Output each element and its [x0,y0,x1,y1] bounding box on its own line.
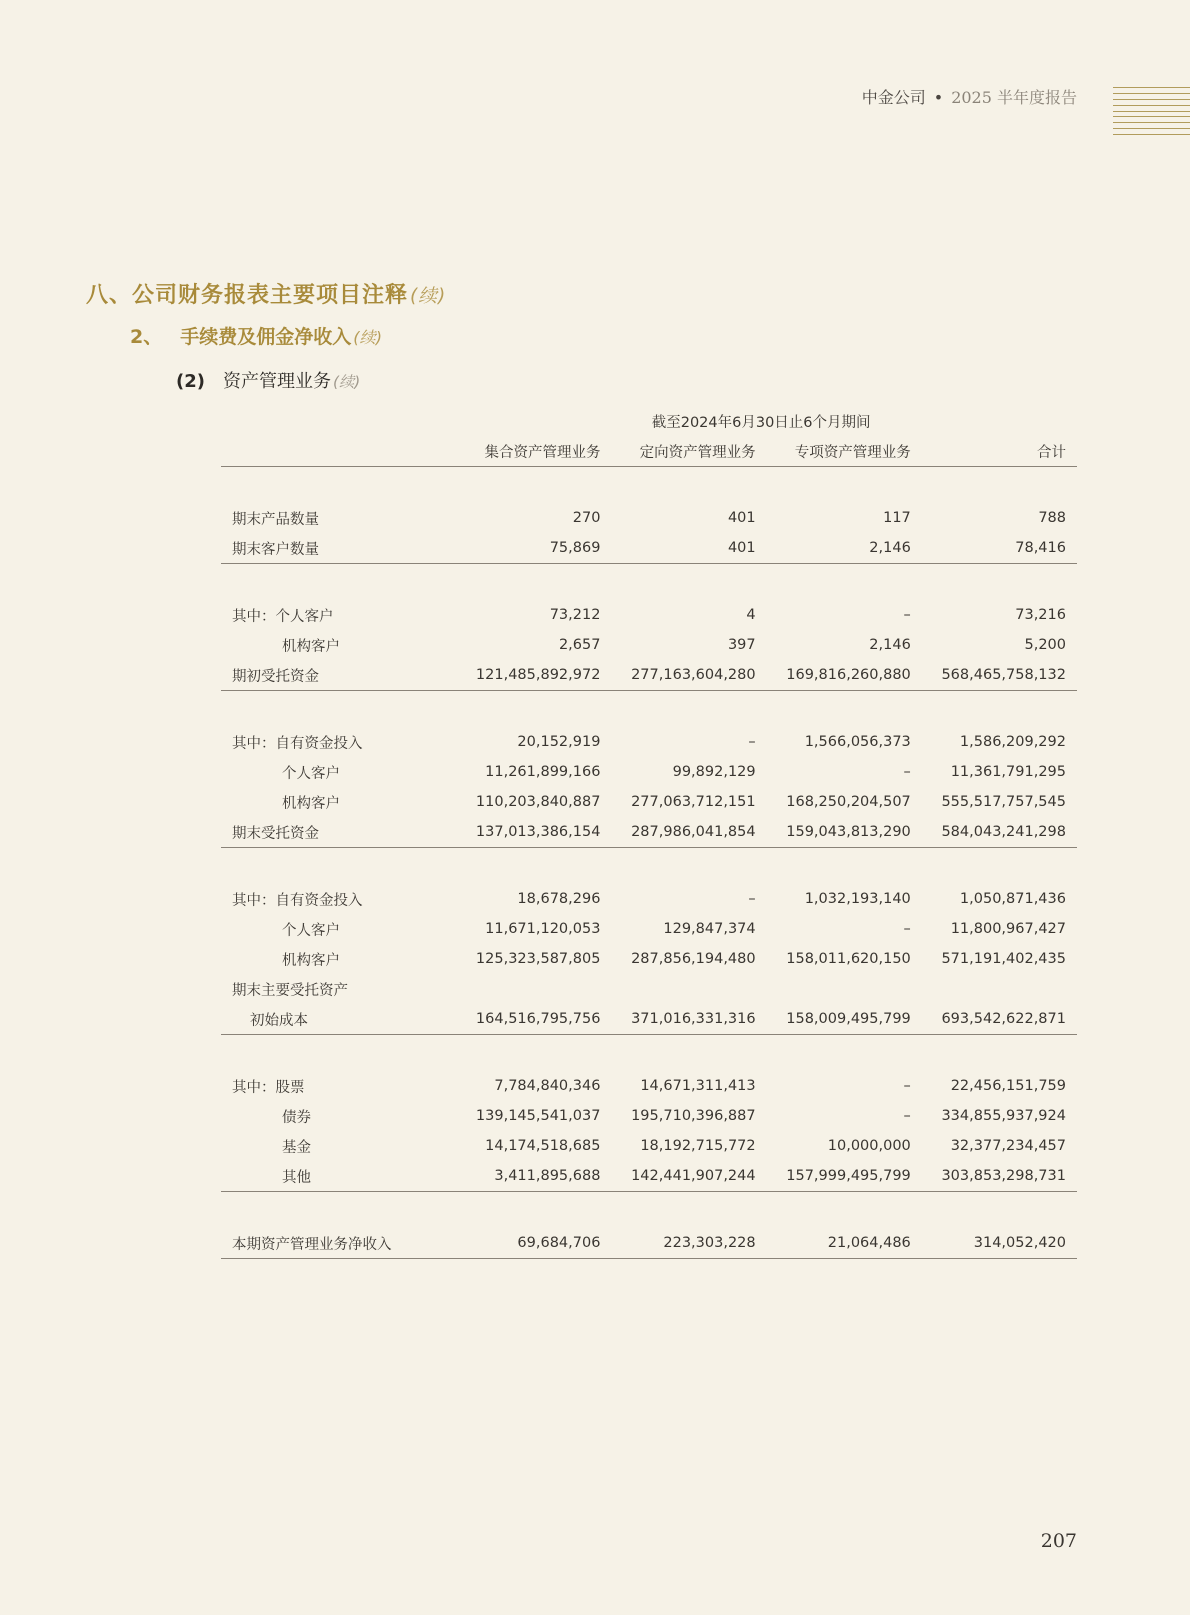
row-label: 期末受托资金 [221,817,445,848]
page-number: 207 [1040,1530,1077,1552]
table-row [221,884,1077,914]
column-header: 专项资产管理业务 [756,436,911,467]
cell-value: 371,016,331,316 [600,1004,755,1035]
cell-value: 2,657 [558,637,601,653]
cell-value: 18,678,296 [517,891,601,907]
table-row [221,944,1077,974]
cell-value: 397 [727,637,756,653]
cell-value: 334,855,937,924 [941,1108,1066,1124]
header-separator: • [933,88,944,107]
cell-value: 125,323,587,805 [475,951,601,967]
row-label: 本期资产管理业务净收入 [221,1228,445,1259]
cell-value: 18,192,715,772 [640,1138,756,1154]
cell-value: 21,064,486 [756,1228,911,1259]
cell-value: 1,032,193,140 [804,891,911,907]
table-row [221,533,1077,564]
row-label: 其中：股票 [232,1079,305,1096]
report-title: 2025 半年度报告 [951,88,1077,107]
cell-value: 78,416 [911,533,1077,564]
cell-value: 117 [883,510,911,526]
cell-value: 401 [727,510,756,526]
sub-subsection-heading [176,367,360,393]
cell-value: 73,212 [549,607,601,623]
cell-value: 277,163,604,280 [600,660,755,691]
continued-mark: (续) [353,328,382,347]
cell-value: – [903,1078,911,1094]
cell-value: 584,043,241,298 [911,817,1077,848]
cell-value: 788 [1038,510,1066,526]
cell-value: 158,009,495,799 [756,1004,911,1035]
cell-value: 168,250,204,507 [786,794,911,810]
cell-value: 137,013,386,154 [445,817,600,848]
subsection-number: 2、 [130,326,163,348]
cell-value: 555,517,757,545 [941,794,1066,810]
table-row [221,503,1077,533]
column-header: 集合资产管理业务 [445,436,600,467]
cell-value: – [748,734,756,750]
cell-value: 195,710,396,887 [631,1108,756,1124]
cell-value: 568,465,758,132 [911,660,1077,691]
company-name: 中金公司 [861,88,926,107]
cell-value: – [903,1108,911,1124]
table-row [221,1101,1077,1131]
cell-value: 157,999,495,799 [756,1161,911,1192]
cell-value: 158,011,620,150 [786,951,911,967]
row-label: 个人客户 [282,765,340,782]
cell-value: 11,671,120,053 [485,921,601,937]
cell-value: 7,784,840,346 [494,1078,601,1094]
cell-value: – [748,891,756,907]
row-label: 其中：个人客户 [232,608,334,625]
table-row [221,1161,1077,1192]
cell-value: 5,200 [1024,637,1066,653]
cell-value: 277,063,712,151 [631,794,756,810]
column-header: 定向资产管理业务 [600,436,755,467]
cell-value: 223,303,228 [600,1228,755,1259]
table-row [221,1131,1077,1161]
cell-value: – [903,764,911,780]
continued-mark: (续) [410,286,447,307]
cell-value: 164,516,795,756 [445,1004,600,1035]
cell-value: 14,174,518,685 [485,1138,601,1154]
cell-value: 4 [746,607,756,623]
section-heading [86,278,446,309]
table-row [221,600,1077,630]
sub-subsection-title: 资产管理业务 [222,371,331,392]
cell-value: 571,191,402,435 [941,951,1066,967]
cell-value: 14,671,311,413 [640,1078,756,1094]
cell-value: 110,203,840,887 [475,794,601,810]
row-label: 机构客户 [282,795,340,812]
cell-value: 1,586,209,292 [959,734,1066,750]
cell-value: 1,566,056,373 [804,734,911,750]
continued-mark: (续) [332,373,361,391]
table-row [221,1228,1077,1259]
table-row [221,1004,1077,1035]
cell-value: 270 [572,510,601,526]
decorative-lines [1113,87,1190,140]
table-row [221,817,1077,848]
row-label: 其他 [282,1169,311,1186]
cell-value: 303,853,298,731 [911,1161,1077,1192]
cell-value: 159,043,813,290 [756,817,911,848]
row-label: 初始成本 [250,1012,308,1029]
row-label: 机构客户 [282,638,340,655]
table-row [221,787,1077,817]
cell-value: 121,485,892,972 [445,660,600,691]
table-row [221,974,1077,1004]
period-header-row [221,406,1077,436]
period-label: 截至2024年6月30日止6个月期间 [651,414,871,431]
subsection-heading [130,322,382,349]
sub-subsection-number: (2) [176,371,205,392]
cell-value: – [903,921,911,937]
cell-value: 2,146 [756,533,911,564]
table-row [221,757,1077,787]
cell-value: 22,456,151,759 [950,1078,1066,1094]
row-label: 机构客户 [282,952,340,969]
cell-value: – [903,607,911,623]
column-header: 合计 [911,436,1077,467]
row-label: 期初受托资金 [221,660,445,691]
cell-value: 11,361,791,295 [950,764,1066,780]
table-row [221,1071,1077,1101]
asset-management-table [221,406,1077,1259]
row-label: 期末产品数量 [232,511,319,528]
cell-value: 142,441,907,244 [600,1161,755,1192]
row-label: 债券 [282,1109,311,1126]
running-header [862,85,1077,108]
cell-value: 69,684,706 [445,1228,600,1259]
cell-value: 10,000,000 [827,1138,911,1154]
cell-value: 75,869 [445,533,600,564]
cell-value: 287,986,041,854 [600,817,755,848]
table-row [221,727,1077,757]
table-row [221,660,1077,691]
cell-value: 169,816,260,880 [756,660,911,691]
cell-value: 73,216 [1015,607,1066,623]
row-label: 个人客户 [282,922,340,939]
cell-value: 129,847,374 [663,921,756,937]
table-row [221,914,1077,944]
cell-value: 287,856,194,480 [631,951,756,967]
row-label: 其中：自有资金投入 [232,892,363,909]
row-label: 期末主要受托资产 [232,982,348,999]
row-label: 其中：自有资金投入 [232,735,363,752]
column-header-row [221,436,1077,467]
cell-value: 2,146 [869,637,911,653]
row-label: 期末客户数量 [221,533,445,564]
section-title: 八、公司财务报表主要项目注释 [86,283,409,308]
cell-value: 3,411,895,688 [445,1161,600,1192]
cell-value: 314,052,420 [911,1228,1077,1259]
cell-value: 139,145,541,037 [475,1108,601,1124]
subsection-title: 手续费及佣金净收入 [180,326,352,348]
cell-value: 693,542,622,871 [911,1004,1077,1035]
cell-value: 401 [600,533,755,564]
cell-value: 20,152,919 [517,734,601,750]
cell-value: 11,800,967,427 [950,921,1066,937]
cell-value: 99,892,129 [672,764,756,780]
cell-value: 32,377,234,457 [950,1138,1066,1154]
row-label: 基金 [282,1139,311,1156]
table-row [221,630,1077,660]
cell-value: 1,050,871,436 [959,891,1066,907]
cell-value: 11,261,899,166 [485,764,601,780]
